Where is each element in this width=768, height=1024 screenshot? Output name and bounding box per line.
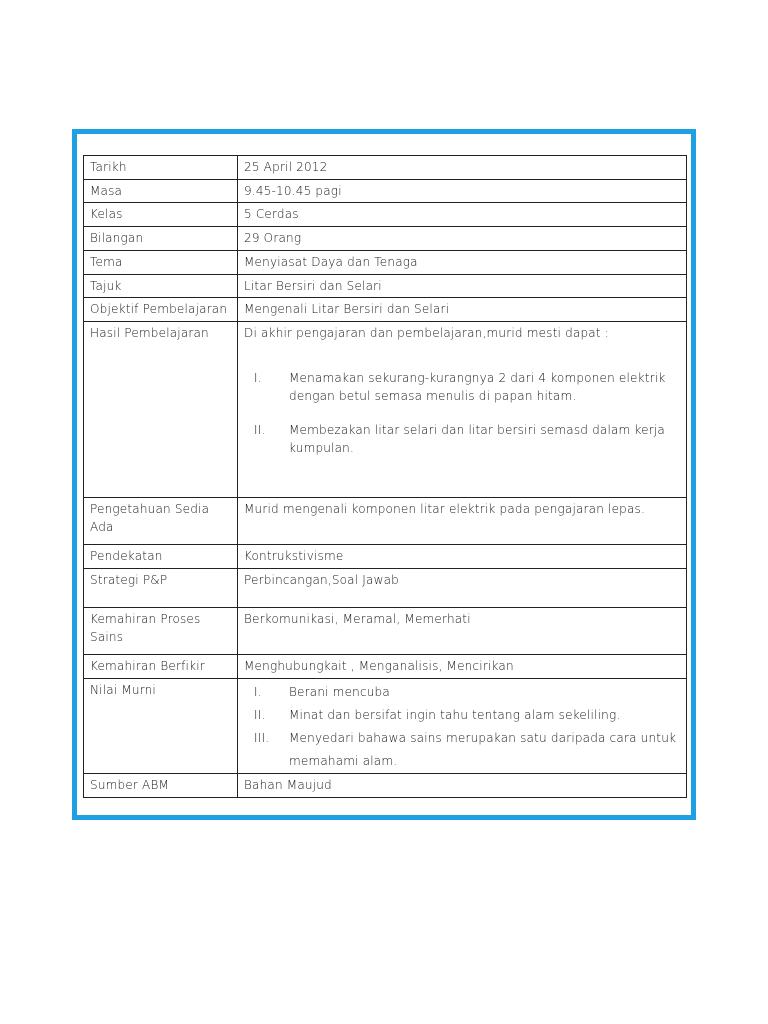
table-row: [84, 156, 687, 180]
table-row: [84, 655, 687, 679]
row-label: Nilai Murni: [84, 679, 238, 774]
list-text: Berani mencuba: [289, 685, 390, 699]
row-value: [238, 679, 687, 774]
row-value: 9.45-10.45 pagi: [238, 180, 687, 203]
row-label: Tajuk: [84, 275, 238, 298]
row-label: Masa: [84, 180, 238, 203]
list-number: I.: [254, 685, 262, 699]
row-value: Menghubungkait , Menganalisis, Mencirikan: [238, 655, 687, 679]
row-label: Tema: [84, 251, 238, 275]
row-value: [238, 322, 687, 498]
list-item: [244, 421, 680, 457]
table-row: [84, 569, 687, 608]
row-value: Litar Bersiri dan Selari: [238, 275, 687, 298]
list-number: II.: [254, 708, 266, 722]
list-text: Menamakan sekurang-kurangnya 2 dari 4 komponen elektrik dengan betul semasa menulis di papan hitam.: [289, 371, 666, 403]
table-row: [84, 203, 687, 227]
table-row: [84, 679, 687, 774]
table-row: [84, 275, 687, 298]
row-value: Menyiasat Daya dan Tenaga: [238, 251, 687, 275]
hasil-list: [244, 369, 680, 457]
table-row: [84, 180, 687, 203]
row-label: Kelas: [84, 203, 238, 227]
row-label: Hasil Pembelajaran: [84, 322, 238, 498]
table-row: [84, 227, 687, 251]
row-value: 25 April 2012: [238, 156, 687, 180]
table-row: [84, 774, 687, 798]
table-row: [84, 298, 687, 322]
list-text: Minat dan bersifat ingin tahu tentang alam sekeliling.: [289, 708, 621, 722]
lesson-plan-table: [83, 155, 687, 798]
list-item: [244, 704, 680, 727]
row-value: 5 Cerdas: [238, 203, 687, 227]
list-item: [244, 369, 680, 405]
row-value: Berkomunikasi, Meramal, Memerhati: [238, 608, 687, 655]
table-row: [84, 545, 687, 569]
row-label: Pengetahuan Sedia Ada: [84, 498, 238, 545]
row-label: Pendekatan: [84, 545, 238, 569]
row-value: Murid mengenali komponen litar elektrik pada pengajaran lepas.: [238, 498, 687, 545]
row-label: Kemahiran Proses Sains: [84, 608, 238, 655]
row-label: Kemahiran Berfikir: [84, 655, 238, 679]
list-number: I.: [254, 371, 262, 385]
table-row: [84, 251, 687, 275]
row-value: Mengenali Litar Bersiri dan Selari: [238, 298, 687, 322]
nilai-list: [244, 681, 680, 773]
row-value: Kontrukstivisme: [238, 545, 687, 569]
row-label: Objektif Pembelajaran: [84, 298, 238, 322]
table-row: [84, 608, 687, 655]
row-value: Bahan Maujud: [238, 774, 687, 798]
row-label: Tarikh: [84, 156, 238, 180]
row-label: Strategi P&P: [84, 569, 238, 608]
row-value: Perbincangan,Soal Jawab: [238, 569, 687, 608]
list-item: [244, 681, 680, 704]
list-number: III.: [254, 731, 270, 745]
list-text: Menyedari bahawa sains merupakan satu daripada cara untuk memahami alam.: [289, 731, 677, 768]
row-label: Bilangan: [84, 227, 238, 251]
row-value: 29 Orang: [238, 227, 687, 251]
list-text: Membezakan litar selari dan litar bersiri semasd dalam kerja kumpulan.: [289, 423, 665, 455]
list-number: II.: [254, 423, 266, 437]
row-label: Sumber ABM: [84, 774, 238, 798]
table-row: [84, 498, 687, 545]
table-row: [84, 322, 687, 498]
hasil-intro: Di akhir pengajaran dan pembelajaran,murid mesti dapat :: [244, 326, 609, 340]
list-item: [244, 727, 680, 773]
